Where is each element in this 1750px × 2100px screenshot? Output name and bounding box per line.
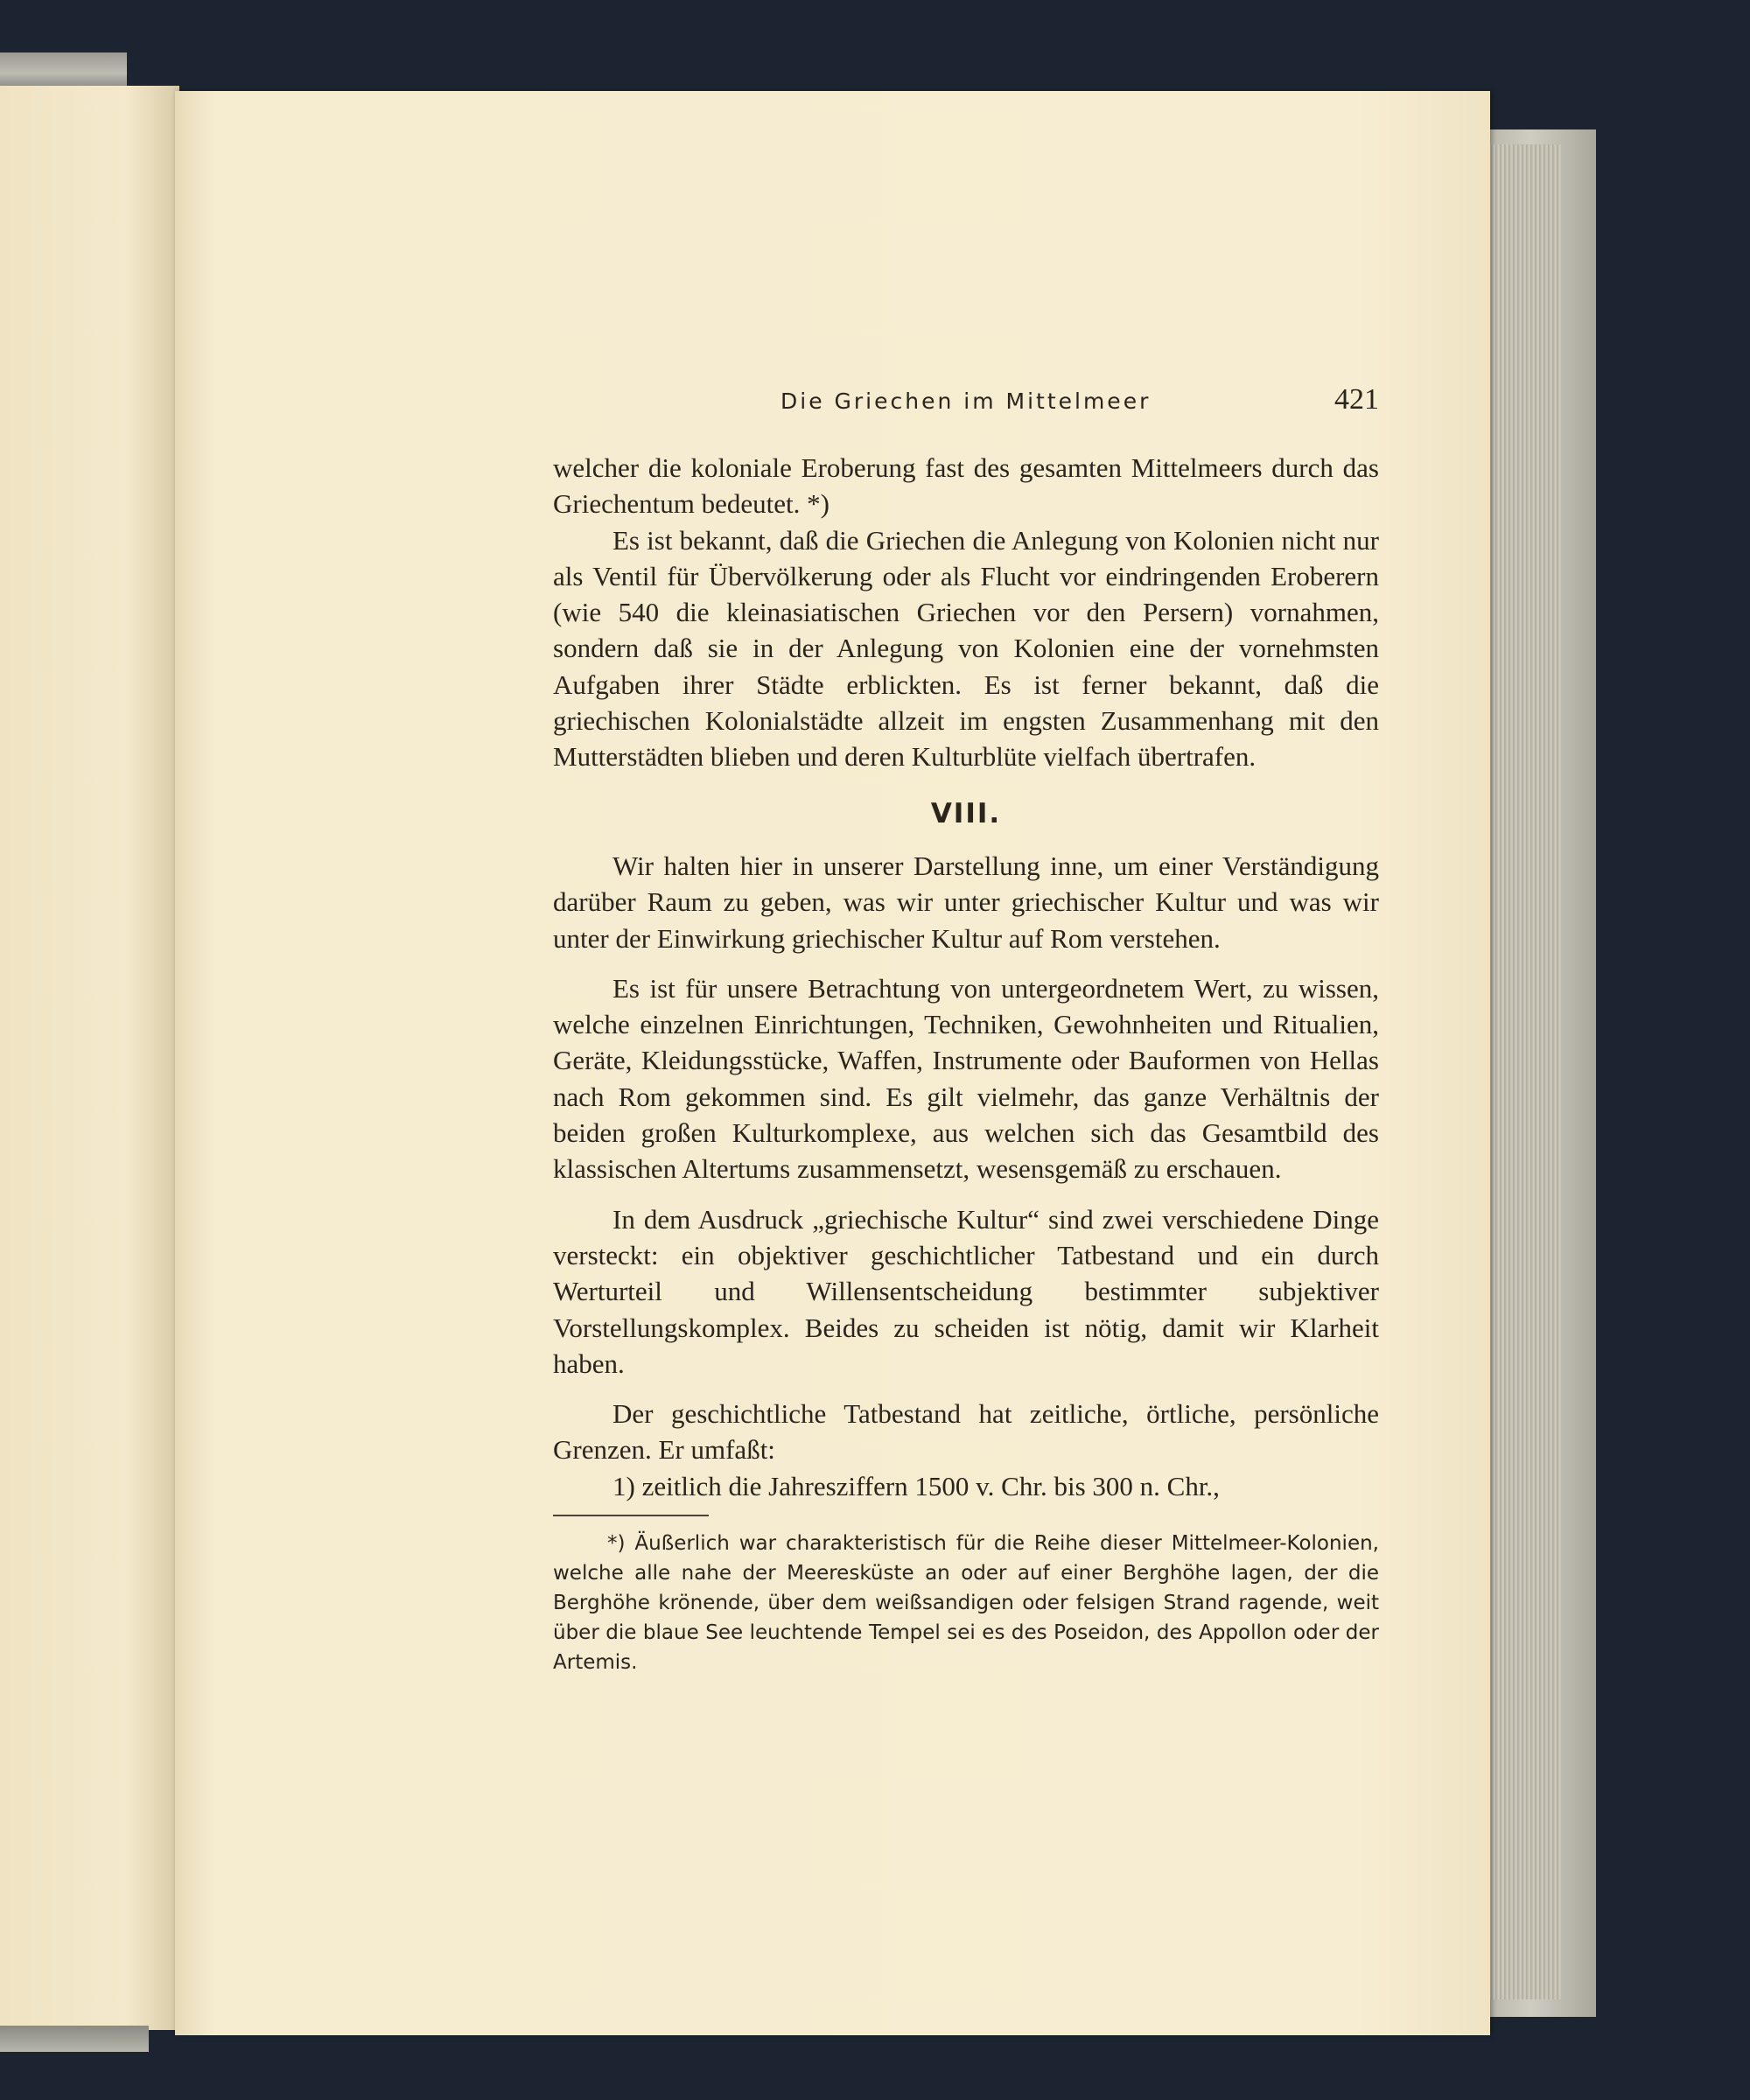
- paragraph-2: Es ist bekannt, daß die Griechen die Anlegung von Kolonien nicht nur als Ventil für Übervölkerung oder als Flucht vor eindringenden Eroberern (wie 540 die kleinasiatischen Griechen vor den Persern) vornahmen, sondern daß sie in der Anlegung von Kolonien eine der vornehmsten Aufgaben ihrer Städte erblickten. Es ist ferner bekannt, daß die griechischen Kolonialstädte allzeit im engsten Zusammenhang mit den Mutterstädten blieben und deren Kulturblüte vielfach übertrafen.: [553, 524, 1379, 773]
- binding-strip-bottom: [0, 2026, 149, 2052]
- footnote: [553, 1529, 1379, 1677]
- footnote-rule: [553, 1515, 709, 1516]
- paragraph-7: 1) zeitlich die Jahresziffern 1500 v. Chr. bis 300 n. Chr.,: [612, 1470, 1220, 1502]
- right-page: [175, 91, 1490, 2035]
- binding-strip-top: [0, 52, 127, 88]
- section-heading: VIII.: [930, 797, 1002, 830]
- page-number: 421: [1334, 383, 1379, 416]
- page-header: [553, 380, 1379, 424]
- left-page: [0, 86, 179, 2030]
- paragraph-5: In dem Ausdruck „griechische Kultur“ sind zwei verschiedene Dinge versteckt: ein objektiver geschichtlicher Tatbestand und ein durch Werturteil und Willensentscheidung bestimmter subjektiver Vorstellungskomplex. Beides zu scheiden ist nötig, damit wir Klarheit haben.: [553, 1203, 1379, 1379]
- running-title: Die Griechen im Mittelmeer: [780, 388, 1152, 414]
- paragraph-1: welcher die koloniale Eroberung fast des gesamten Mittelmeers durch das Griechentum bedeutet. *): [553, 452, 1379, 520]
- page-edges: [1488, 144, 1561, 1999]
- footnote-text: *) Äußerlich war charakteristisch für die Reihe dieser Mittelmeer-Kolonien, welche alle nahe der Meeresküste an oder auf einer Berghöhe lagen, der die Berghöhe krönende, über dem weißsandigen oder felsigen Strand ragende, weit über die blaue See leuchtende Tempel sei es des Poseidon, des Appollon oder der Artemis.: [553, 1532, 1379, 1675]
- paragraph-6: Der geschichtliche Tatbestand hat zeitliche, örtliche, persönliche Grenzen. Er umfaßt:: [553, 1398, 1379, 1466]
- paragraph-4: Es ist für unsere Betrachtung von untergeordnetem Wert, zu wissen, welche einzelnen Einrichtungen, Techniken, Gewohnheiten und Ritualien, Geräte, Kleidungsstücke, Waffen, Instrumente oder Bauformen von Hellas nach Rom gekommen sind. Es gilt vielmehr, das ganze Verhältnis der beiden großen Kulturkomplexe, aus welchen sich das Gesamtbild des klassischen Altertums zusammensetzt, wesensgemäß zu erschauen.: [553, 972, 1379, 1185]
- paragraph-3: Wir halten hier in unserer Darstellung inne, um einer Verständigung darüber Raum zu geben, was wir unter griechischer Kultur und was wir unter der Einwirkung griechischer Kultur auf Rom verstehen.: [553, 850, 1379, 954]
- body-text: [553, 450, 1379, 1677]
